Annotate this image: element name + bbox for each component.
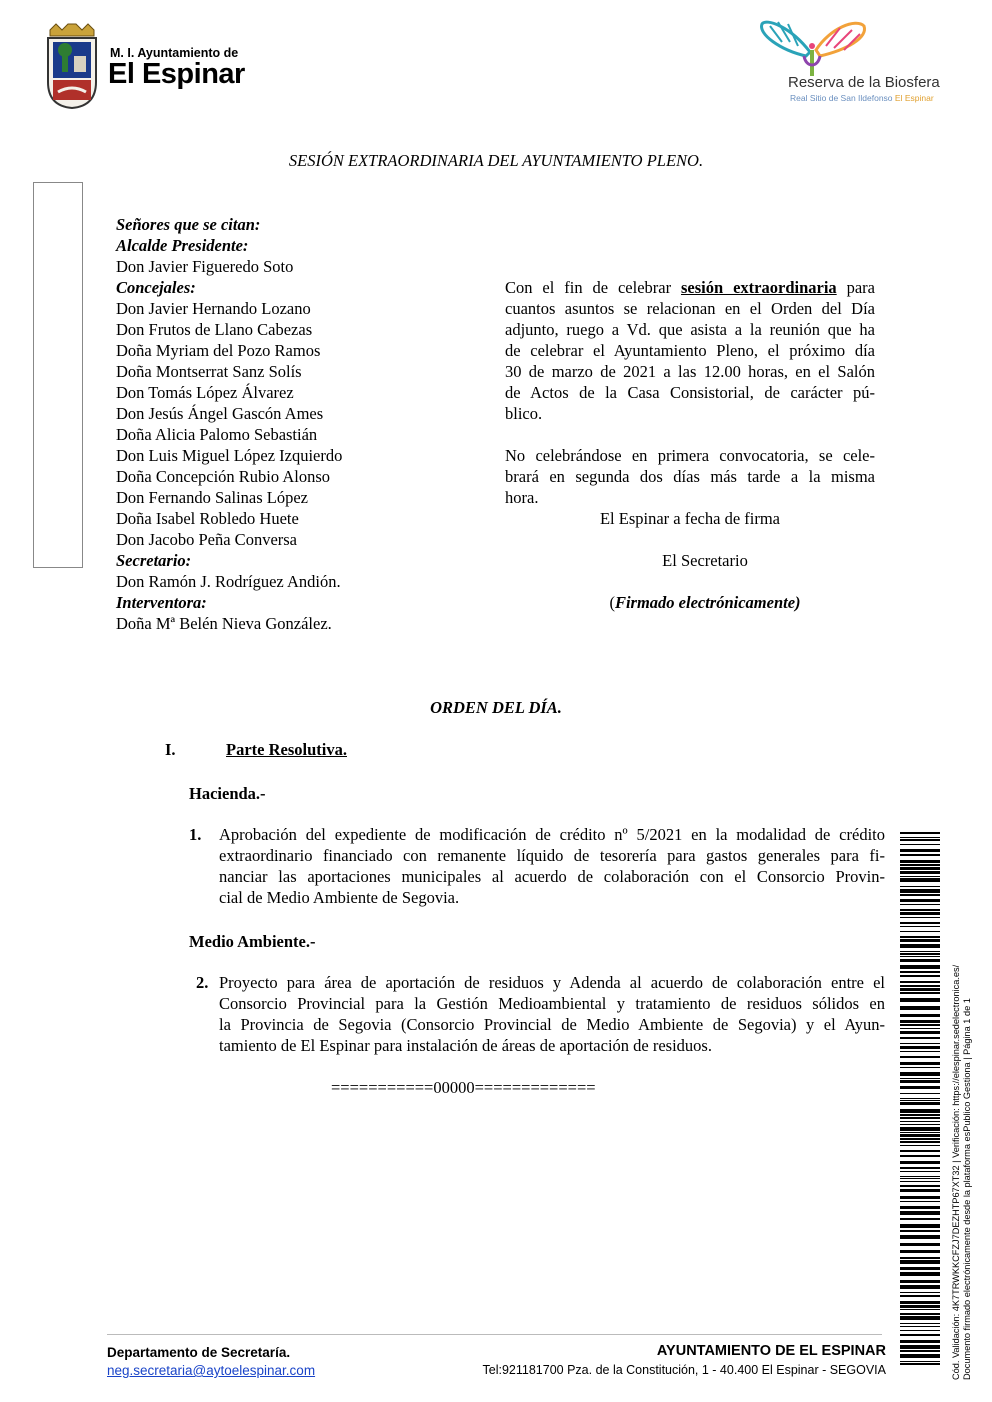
convocatoria-line: cuantos asuntos se relacionan en el Orden del Día <box>505 299 875 318</box>
convocatoria2-line: hora. <box>505 488 539 507</box>
biosphere-logo <box>760 16 960 108</box>
barcode-bar <box>900 1167 940 1169</box>
barcode-bar <box>900 1309 940 1310</box>
barcode-bar <box>900 1326 940 1327</box>
barcode-bar <box>900 1024 940 1026</box>
barcode-bar <box>900 1132 940 1133</box>
barcode-bar <box>900 871 940 874</box>
barcode-bar <box>900 1272 940 1276</box>
barcode-bar <box>900 953 940 955</box>
barcode-bar <box>900 889 940 893</box>
closing-separator: ===========00000============= <box>331 1078 596 1097</box>
barcode-bar <box>900 1334 940 1336</box>
agenda-title: ORDEN DEL DÍA. <box>430 698 562 717</box>
barcode-bar <box>900 944 940 948</box>
barcode-bar <box>900 1250 940 1253</box>
concejal-name: Doña Myriam del Pozo Ramos <box>116 341 321 360</box>
barcode-bar <box>900 832 940 834</box>
barcode-bar <box>900 998 940 1002</box>
barcode-bar <box>900 1235 940 1239</box>
barcode-bar <box>900 876 940 877</box>
barcode-bar <box>900 1206 940 1209</box>
barcode-bar <box>900 1102 940 1105</box>
barcode-bar <box>900 936 940 938</box>
margin-box <box>33 182 83 568</box>
barcode-bar <box>900 1211 940 1215</box>
barcode-bar <box>900 1178 940 1179</box>
barcode-bar <box>900 1292 940 1293</box>
convocatoria2-line: No celebrándose en primera convocatoria, se cele- <box>505 446 875 465</box>
footer-department: Departamento de Secretaría. <box>107 1345 291 1360</box>
barcode-bar <box>900 854 940 856</box>
barcode-bar <box>900 1267 940 1270</box>
barcode-bar <box>900 860 940 863</box>
barcode-bar <box>900 1260 940 1264</box>
barcode-bar <box>900 1176 940 1177</box>
barcode-bar <box>900 1046 940 1049</box>
barcode-bar <box>900 878 940 882</box>
barcode-bar <box>900 1124 940 1125</box>
item-line: tamiento de El Espinar para instalación de áreas de aportación de residuos. <box>219 1036 712 1055</box>
barcode-bar <box>900 1028 940 1029</box>
barcode-bar <box>900 1316 940 1320</box>
biosphere-subtitle <box>790 93 934 103</box>
item-line: Consorcio Provincial para la Gestión Medioambiental y tratamiento de residuos sólidos en <box>219 994 885 1013</box>
convocatoria-line: 30 de marzo de 2021 a las 12.00 horas, en el Salón <box>505 362 875 381</box>
barcode-bar <box>900 917 940 918</box>
biosphere-sub1: Real Sitio de San Ildefonso <box>790 93 893 103</box>
barcode-bar <box>900 1100 940 1101</box>
barcode-bar <box>900 1354 940 1358</box>
concejal-name: Don Jesús Ángel Gascón Ames <box>116 404 324 423</box>
barcode-bar <box>900 904 940 905</box>
barcode-bar <box>900 1189 940 1192</box>
item-line: cial de Medio Ambiente de Segovia. <box>219 888 460 907</box>
barcode-bar <box>900 1181 940 1182</box>
barcode-bar <box>900 912 940 915</box>
item-line: Proyecto para área de aportación de residuos y Adenda al acuerdo de colaboración entre el <box>219 973 885 992</box>
barcode-bar <box>900 985 940 987</box>
barcode-bar <box>900 1056 940 1058</box>
barcode-bar <box>900 1196 940 1199</box>
barcode-bar <box>900 1323 940 1324</box>
barcode-bar <box>900 1330 940 1331</box>
electronic-signature: (Firmado electrónicamente) <box>609 593 801 612</box>
concejal-name: Doña Concepción Rubio Alonso <box>116 467 331 486</box>
footer-email-link[interactable]: neg.secretaria@aytoelespinar.com <box>107 1363 316 1378</box>
barcode-bar <box>900 1224 940 1228</box>
barcode-bar <box>900 1006 940 1010</box>
concejal-name: Don Luis Miguel López Izquierdo <box>116 446 343 465</box>
barcode-bar <box>900 981 940 983</box>
barcode-bar <box>900 1086 940 1089</box>
item-number: 2. <box>196 973 209 992</box>
barcode-bar <box>900 1138 940 1140</box>
barcode-bar <box>900 1363 940 1365</box>
barcode-bar <box>900 939 940 942</box>
barcode-bar <box>900 956 940 957</box>
barcode-bar <box>900 899 940 902</box>
barcode-bar <box>900 926 940 927</box>
footer-address: Tel:921181700 Pza. de la Constitución, 1 - 40.400 El Espinar - SEGOVIA <box>482 1363 886 1377</box>
barcode <box>900 832 940 1367</box>
barcode-bar <box>900 988 940 991</box>
barcode-bar <box>900 1037 940 1039</box>
side-validation <box>951 880 973 1380</box>
item-line: extraordinario financiado con remanente líquido de tesorería para gastos generales para fi- <box>219 846 885 865</box>
barcode-bar <box>900 1121 940 1122</box>
barcode-bar <box>900 1171 940 1172</box>
barcode-bar <box>900 1117 940 1119</box>
barcode-bar <box>900 1155 940 1157</box>
barcode-bar <box>900 1345 940 1349</box>
barcode-bar <box>900 1043 940 1044</box>
barcode-bar <box>900 1020 940 1023</box>
barcode-bar <box>900 1114 940 1116</box>
barcode-bar <box>900 1243 940 1246</box>
alcalde-label: Alcalde Presidente: <box>116 236 249 255</box>
municipal-logo <box>44 22 245 112</box>
footer-divider <box>107 1334 882 1335</box>
barcode-bar <box>900 1080 940 1083</box>
barcode-bar <box>900 1078 940 1079</box>
place-date: El Espinar a fecha de firma <box>599 509 781 528</box>
barcode-bar <box>900 864 940 866</box>
alcalde-name: Don Javier Figueredo Soto <box>116 257 294 276</box>
concejal-name: Doña Montserrat Sanz Solís <box>116 362 302 381</box>
concejal-name: Don Fernando Salinas López <box>116 488 308 507</box>
item-line: la Provincia de Segovia (Consorcio Provincial de Medio Ambiente de Segovia) y el Ayun- <box>219 1015 885 1034</box>
barcode-bar <box>900 922 940 924</box>
barcode-bar <box>900 839 940 841</box>
barcode-bar <box>900 909 940 911</box>
convocatoria-line: adjunto, ruego a Vd. que asista a la reunión que ha <box>505 320 875 339</box>
barcode-bar <box>900 1134 940 1137</box>
barcode-bar <box>900 1067 940 1068</box>
barcode-bar <box>900 1280 940 1283</box>
item-line: nanciar las aportaciones municipales al acuerdo de colaboración con el Consorcio Provin- <box>219 867 885 886</box>
barcode-bar <box>900 894 940 896</box>
barcode-bar <box>900 1361 940 1362</box>
barcode-bar <box>900 1350 940 1352</box>
footer-organization: AYUNTAMIENTO DE EL ESPINAR <box>656 1343 886 1359</box>
coat-of-arms-icon <box>44 22 100 110</box>
barcode-bar <box>900 1072 940 1076</box>
signer-role: El Secretario <box>662 551 748 570</box>
item-line: Aprobación del expediente de modificación de crédito nº 5/2021 en la modalidad de crédito <box>219 825 885 844</box>
barcode-bar <box>900 1127 940 1131</box>
barcode-bar <box>900 1285 940 1289</box>
biosphere-title: Reserva de la Biosfera <box>788 74 940 91</box>
session-type: sesión extraordinaria <box>681 278 837 297</box>
concejal-name: Doña Isabel Robledo Huete <box>116 509 299 528</box>
section-hacienda: Hacienda.- <box>189 784 266 803</box>
barcode-bar <box>900 867 940 870</box>
barcode-bar <box>900 965 940 969</box>
barcode-bar <box>900 1098 940 1099</box>
barcode-bar <box>900 1218 940 1220</box>
barcode-bar <box>900 1150 940 1152</box>
barcode-bar <box>900 1093 940 1094</box>
section-medio-ambiente: Medio Ambiente.- <box>189 932 316 951</box>
barcode-bar <box>900 931 940 932</box>
side-validation-line2: Documento firmado electrónicamente desde la plataforma esPublico Gestiona | Página 1 de 1 <box>962 998 972 1380</box>
part-number: I. <box>165 740 176 759</box>
barcode-bar <box>900 971 940 973</box>
session-title: SESIÓN EXTRAORDINARIA DEL AYUNTAMIENTO PLENO. <box>288 151 704 170</box>
butterfly-icon <box>760 16 870 78</box>
barcode-bar <box>900 1301 940 1304</box>
convocatoria-line: Con el fin de celebrar sesión extraordinaria para <box>505 278 875 297</box>
barcode-bar <box>900 1161 940 1164</box>
barcode-bar <box>900 1295 940 1297</box>
barcode-bar <box>900 886 940 887</box>
barcode-bar <box>900 975 940 977</box>
convocatoria-line: blico. <box>505 404 543 423</box>
convocatoria-line: de celebrar el Ayuntamiento Pleno, el próximo día <box>505 341 875 360</box>
barcode-bar <box>900 1305 940 1308</box>
convocatoria2-line: brará en segunda dos días más tarde a la misma <box>505 467 875 486</box>
barcode-bar <box>900 849 940 852</box>
concejal-name: Don Jacobo Peña Conversa <box>116 530 298 549</box>
barcode-bar <box>900 1014 940 1017</box>
part-title: Parte Resolutiva. <box>226 740 347 759</box>
barcode-bar <box>900 1141 940 1143</box>
barcode-bar <box>900 1109 940 1113</box>
barcode-bar <box>900 1340 940 1343</box>
side-validation-line1: Cód. Validación: 4K7TRWKKCFZJ7DEZHTP67XT32 | Verificación: https://elespinar.sedelectronica.es/ <box>951 964 961 1380</box>
concejal-name: Don Tomás López Álvarez <box>116 383 294 402</box>
barcode-bar <box>900 1313 940 1315</box>
interventora-label: Interventora: <box>116 593 207 612</box>
barcode-bar <box>900 1185 940 1187</box>
convocatoria-line: de Actos de la Casa Consistorial, de carácter pú- <box>505 383 875 402</box>
biosphere-sub2: El Espinar <box>894 93 934 103</box>
concejal-name: Don Frutos de Llano Cabezas <box>116 320 313 339</box>
secretario-name: Don Ramón J. Rodríguez Andión. <box>116 572 341 591</box>
barcode-bar <box>900 1201 940 1202</box>
barcode-bar <box>900 1031 940 1034</box>
barcode-bar <box>900 959 940 962</box>
concejal-name: Don Javier Hernando Lozano <box>116 299 311 318</box>
concejales-label: Concejales: <box>116 278 196 297</box>
concejal-name: Doña Alicia Palomo Sebastián <box>116 425 318 444</box>
barcode-bar <box>900 1230 940 1232</box>
barcode-bar <box>900 1062 940 1065</box>
logo-line1: M. I. Ayuntamiento de <box>110 46 239 60</box>
barcode-bar <box>900 844 940 845</box>
interventora-name: Doña Mª Belén Nieva González. <box>116 614 332 633</box>
barcode-bar <box>900 1051 940 1052</box>
secretario-label: Secretario: <box>116 551 192 570</box>
item-number: 1. <box>189 825 202 844</box>
barcode-bar <box>900 951 940 952</box>
barcode-bar <box>900 837 940 838</box>
barcode-bar <box>900 1145 940 1146</box>
logo-line2: El Espinar <box>108 58 245 90</box>
barcode-bar <box>900 1257 940 1259</box>
barcode-bar <box>900 992 940 994</box>
citados-heading: Señores que se citan: <box>116 215 261 234</box>
